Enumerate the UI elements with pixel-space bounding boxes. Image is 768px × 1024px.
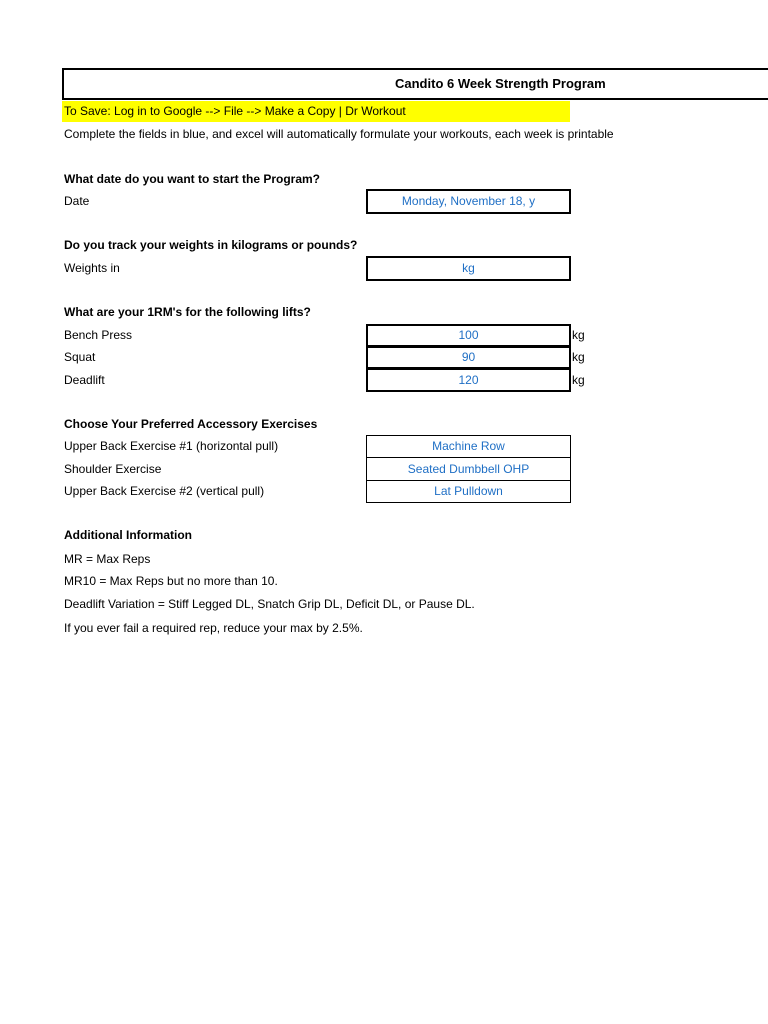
info-line: MR = Max Reps (64, 552, 151, 566)
bench-press-input[interactable]: 100 (366, 324, 571, 347)
instructions: Complete the fields in blue, and excel will automatically formulate your workouts, each week is printable (64, 127, 614, 141)
upper-back-1-label: Upper Back Exercise #1 (horizontal pull) (64, 439, 279, 453)
units-label: Weights in (64, 261, 120, 275)
bench-press-label: Bench Press (64, 328, 133, 342)
upper-back-2-label: Upper Back Exercise #2 (vertical pull) (64, 484, 265, 498)
info-line: MR10 = Max Reps but no more than 10. (64, 574, 278, 588)
squat-input[interactable]: 90 (366, 346, 571, 369)
squat-label: Squat (64, 350, 96, 364)
shoulder-label: Shoulder Exercise (64, 462, 162, 476)
deadlift-input[interactable]: 120 (366, 368, 571, 392)
deadlift-label: Deadlift (64, 373, 105, 387)
squat-unit: kg (572, 350, 585, 364)
accessory-question: Choose Your Preferred Accessory Exercises (64, 417, 318, 431)
date-label: Date (64, 194, 90, 208)
units-input[interactable]: kg (366, 256, 571, 281)
one-rm-question: What are your 1RM's for the following lifts? (64, 305, 311, 319)
info-line: Deadlift Variation = Stiff Legged DL, Snatch Grip DL, Deficit DL, or Pause DL. (64, 597, 475, 611)
bench-press-unit: kg (572, 328, 585, 342)
page-title: Candito 6 Week Strength Program (395, 76, 606, 91)
save-note: To Save: Log in to Google --> File --> Make a Copy | Dr Workout (62, 101, 570, 122)
info-line: If you ever fail a required rep, reduce your max by 2.5%. (64, 621, 363, 635)
units-question: Do you track your weights in kilograms or pounds? (64, 238, 358, 252)
start-date-question: What date do you want to start the Program? (64, 172, 321, 186)
deadlift-unit: kg (572, 373, 585, 387)
upper-back-1-input[interactable]: Machine Row (366, 435, 571, 458)
additional-heading: Additional Information (64, 528, 192, 542)
start-date-input[interactable]: Monday, November 18, y (366, 189, 571, 214)
shoulder-input[interactable]: Seated Dumbbell OHP (366, 457, 571, 481)
upper-back-2-input[interactable]: Lat Pulldown (366, 480, 571, 503)
